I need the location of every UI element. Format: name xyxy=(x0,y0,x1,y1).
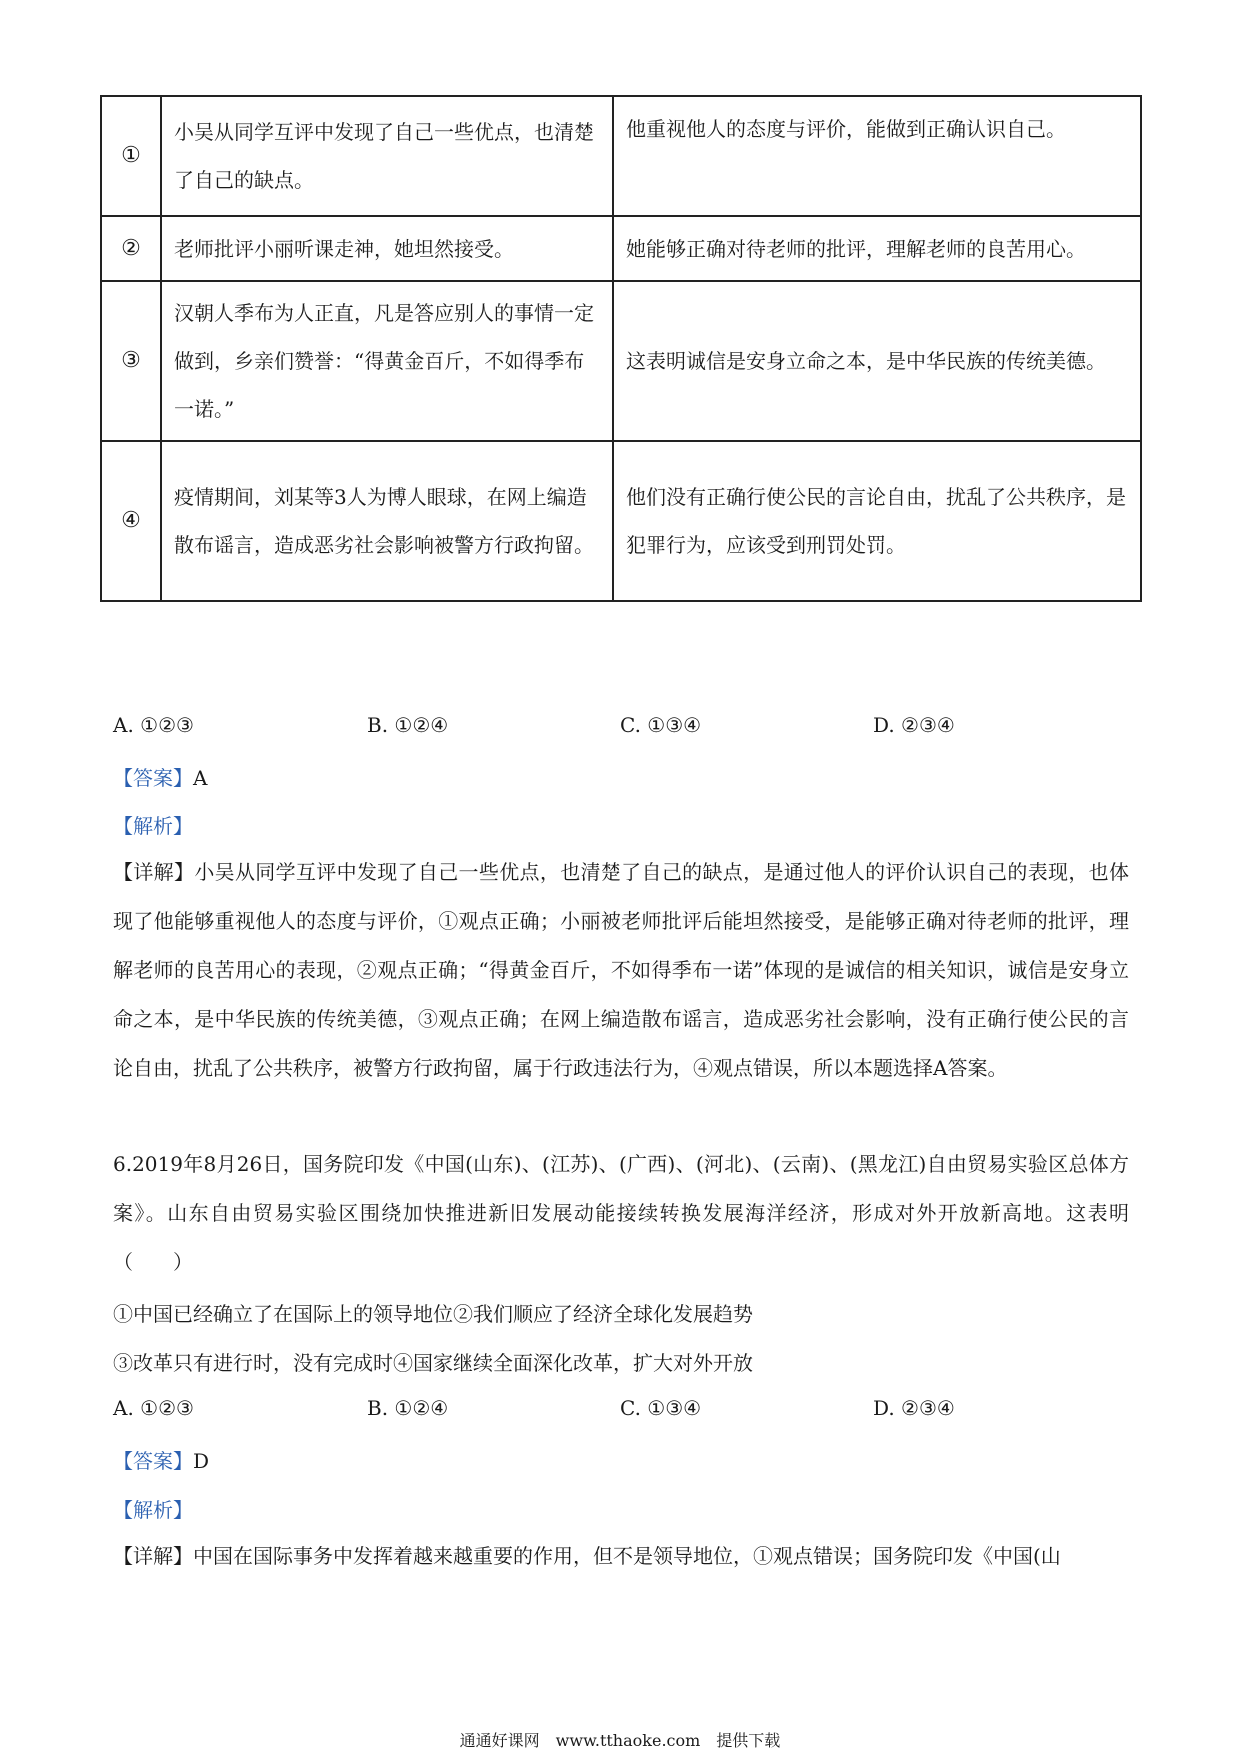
row-statement: 小吴从同学互评中发现了自己一些优点，也清楚了自己的缺点。 xyxy=(161,96,613,216)
q6-analysis-tag: 【解析】 xyxy=(113,1498,193,1522)
q5-answer xyxy=(113,762,207,791)
detail-text: 中国在国际事务中发挥着越来越重要的作用，但不是领导地位，①观点错误；国务院印发《中国(山 xyxy=(193,1544,1061,1568)
answer-tag: 【答案】 xyxy=(113,766,193,790)
row-statement: 疫情期间，刘某等3人为博人眼球，在网上编造散布谣言，造成恶劣社会影响被警方行政拘留。 xyxy=(161,441,613,601)
row-number: ① xyxy=(101,96,161,216)
q6-choice-line-2: ③改革只有进行时，没有完成时④国家继续全面深化改革，扩大对外开放 xyxy=(113,1351,753,1375)
option-d[interactable]: D. ②③④ xyxy=(873,1396,955,1420)
q6-choice-line-1: ①中国已经确立了在国际上的领导地位②我们顺应了经济全球化发展趋势 xyxy=(113,1302,753,1326)
option-c[interactable]: C. ①③④ xyxy=(620,1396,702,1420)
option-b[interactable]: B. ①②④ xyxy=(367,1396,449,1420)
q6-answer xyxy=(113,1445,209,1474)
q5-analysis-tag: 【解析】 xyxy=(113,814,193,838)
detail-text: 小吴从同学互评中发现了自己一些优点，也清楚了自己的缺点，是通过他人的评价认识自己的表现，也体现了他能够重视他人的态度与评价，①观点正确；小丽被老师批评后能坦然接受，是能够正确对待老师的批评，理解老师的良苦用心的表现，②观点正确；“得黄金百斤，不如得季布一诺”体现的是诚信的相关知识，诚信是安身立命之本，是中华民族的传统美德，③观点正确；在网上编造散布谣言，造成恶劣社会影响，没有正确行使公民的言论自由，扰乱了公共秩序，被警方行政拘留，属于行政违法行为，④观点错误，所以本题选择A答案。 xyxy=(113,860,1130,1080)
q5-detail xyxy=(113,848,1129,1093)
table-row xyxy=(101,441,1141,601)
q6-stem: 6.2019年8月26日，国务院印发《中国(山东)、(江苏)、(广西)、(河北)、(云南)、(黑龙江)自由贸易实验区总体方案》。山东自由贸易实验区围绕加快推进新旧发展动能接续转换发展海洋经济，形成对外开放新高地。这表明（ ） xyxy=(113,1152,1129,1274)
option-d[interactable]: D. ②③④ xyxy=(873,713,955,737)
row-number: ③ xyxy=(101,281,161,441)
row-comment: 这表明诚信是安身立命之本，是中华民族的传统美德。 xyxy=(613,281,1141,441)
q6-detail xyxy=(113,1532,1129,1581)
option-b[interactable]: B. ①②④ xyxy=(367,713,449,737)
answer-value: D xyxy=(193,1449,210,1473)
detail-tag: 【详解】 xyxy=(113,860,195,884)
row-comment: 他们没有正确行使公民的言论自由，扰乱了公共秩序，是犯罪行为，应该受到刑罚处罚。 xyxy=(613,441,1141,601)
answer-value: A xyxy=(193,766,208,790)
table-row xyxy=(101,281,1141,441)
table-row xyxy=(101,96,1141,216)
answer-tag: 【答案】 xyxy=(113,1449,193,1473)
row-number: ② xyxy=(101,216,161,281)
detail-tag: 【详解】 xyxy=(113,1544,193,1568)
table-row xyxy=(101,216,1141,281)
statement-table xyxy=(100,95,1142,602)
option-a[interactable]: A. ①②③ xyxy=(113,713,194,737)
row-comment: 他重视他人的态度与评价，能做到正确认识自己。 xyxy=(613,96,1141,216)
row-comment: 她能够正确对待老师的批评，理解老师的良苦用心。 xyxy=(613,216,1141,281)
row-statement: 汉朝人季布为人正直，凡是答应别人的事情一定做到，乡亲们赞誉：“得黄金百斤，不如得季布一诺。” xyxy=(161,281,613,441)
row-number: ④ xyxy=(101,441,161,601)
page-footer: 通通好课网 www.tthaoke.com 提供下载 xyxy=(459,1731,781,1750)
row-statement: 老师批评小丽听课走神，她坦然接受。 xyxy=(161,216,613,281)
option-a[interactable]: A. ①②③ xyxy=(113,1396,194,1420)
option-c[interactable]: C. ①③④ xyxy=(620,713,702,737)
